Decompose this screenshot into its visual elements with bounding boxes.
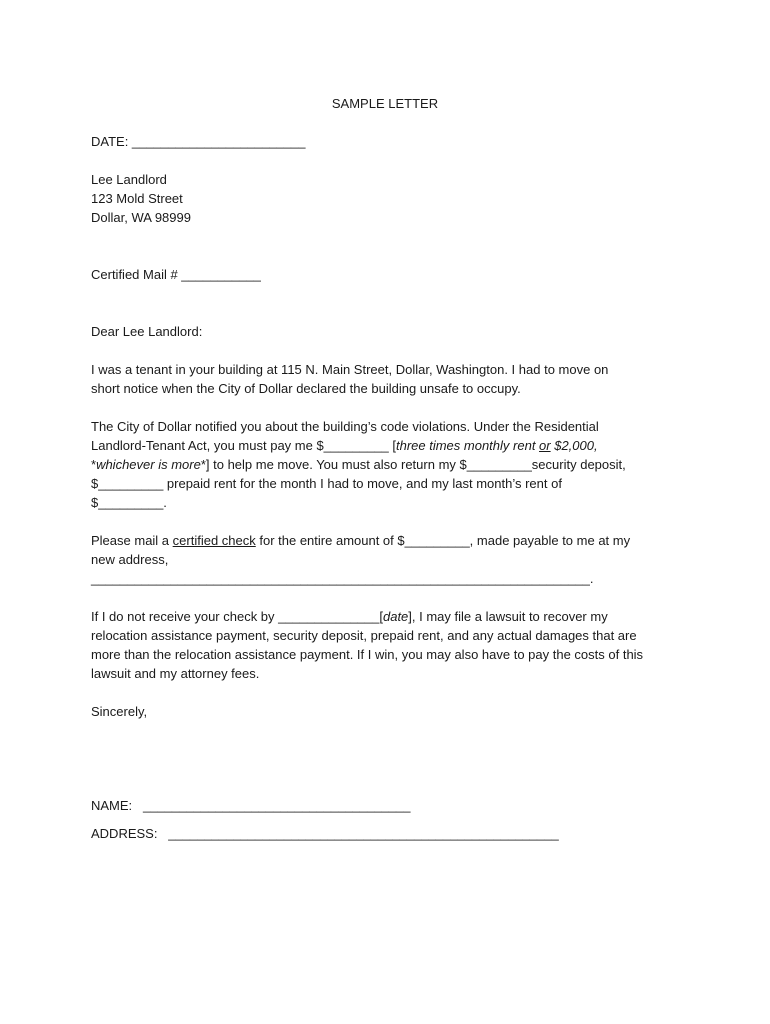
paragraph-4-line: more than the relocation assistance payment. If I win, you may also have to pay the costs of this <box>91 647 644 662</box>
paragraph-4-line: relocation assistance payment, security deposit, prepaid rent, and any actual damages that are <box>91 628 637 643</box>
text-run: ], I may file a lawsuit to recover my <box>408 609 608 624</box>
italic-text: date <box>382 609 409 624</box>
text-run: Please mail a <box>91 533 173 548</box>
recipient-name: Lee Landlord <box>91 172 167 187</box>
paragraph-1-line: short notice when the City of Dollar declared the building unsafe to occupy. <box>91 381 521 396</box>
recipient-city: Dollar, WA 98999 <box>91 210 191 225</box>
certified-mail-line: Certified Mail # ___________ <box>91 267 261 282</box>
date-line: DATE: ________________________ <box>91 134 306 149</box>
paragraph-2-line: $_________. <box>91 495 167 510</box>
paragraph-2-line <box>91 455 626 474</box>
italic-text: $2,000, <box>550 438 598 453</box>
text-run: If I do not receive your check by ______________[ <box>91 609 383 624</box>
new-address-blank: _____________________________________________________________________. <box>91 571 594 586</box>
paragraph-2-line: The City of Dollar notified you about the building’s code violations. Under the Residential <box>91 419 599 434</box>
letter-title: SAMPLE LETTER <box>331 96 439 111</box>
text-run: for the entire amount of $_________, made payable to me at my <box>255 533 631 548</box>
text-run: * <box>91 457 97 472</box>
paragraph-2-line <box>91 436 598 455</box>
text-run: *] to help me move. You must also return my $_________security deposit, <box>200 457 626 472</box>
italic-text: three times monthly rent <box>395 438 540 453</box>
italic-text: whichever is more <box>96 457 201 472</box>
paragraph-2-line: $_________ prepaid rent for the month I had to move, and my last month’s rent of <box>91 476 562 491</box>
paragraph-4-line <box>91 607 608 626</box>
name-line: NAME: _____________________________________ <box>91 798 411 813</box>
paragraph-3-line <box>91 531 630 550</box>
paragraph-3-line: new address, <box>91 552 169 567</box>
text-run: Landlord-Tenant Act, you must pay me $_________ [ <box>91 438 396 453</box>
address-line: ADDRESS: ______________________________________________________ <box>91 826 559 841</box>
italic-underlined-text: or <box>539 438 551 453</box>
paragraph-4-line: lawsuit and my attorney fees. <box>91 666 260 681</box>
underlined-text: certified check <box>172 533 256 548</box>
closing: Sincerely, <box>91 704 148 719</box>
salutation: Dear Lee Landlord: <box>91 324 203 339</box>
recipient-street: 123 Mold Street <box>91 191 183 206</box>
paragraph-1-line: I was a tenant in your building at 115 N. Main Street, Dollar, Washington. I had to move on <box>91 362 609 377</box>
